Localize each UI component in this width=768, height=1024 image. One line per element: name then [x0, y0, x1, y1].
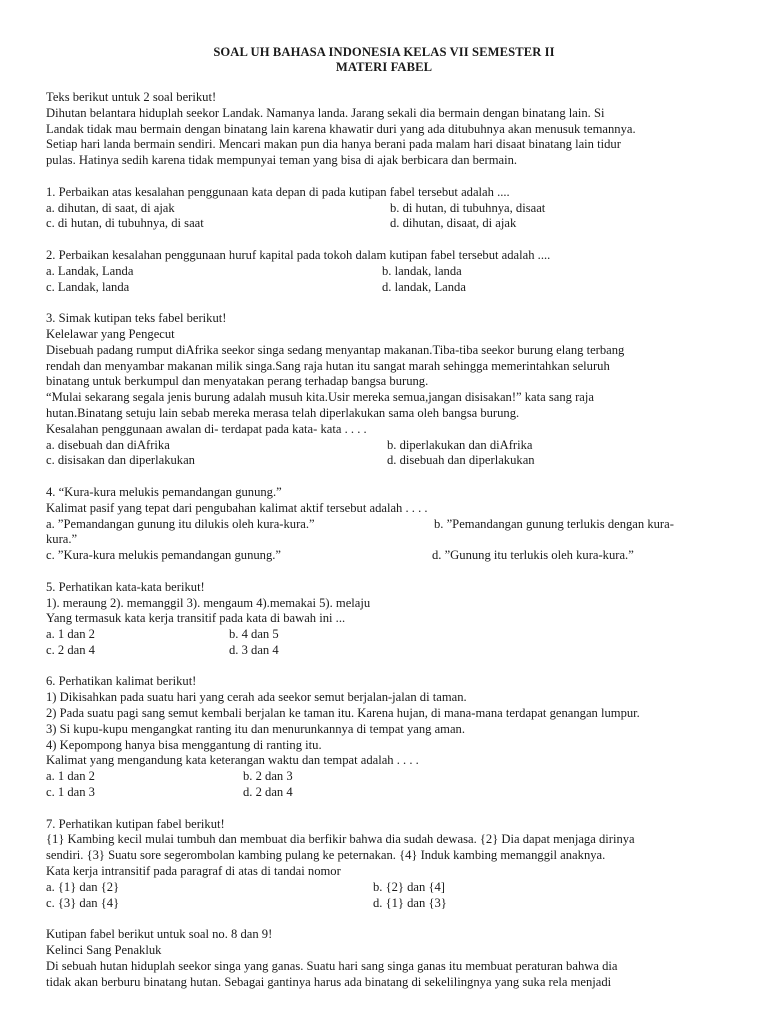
question-text: 5. Perhatikan kata-kata berikut!: [46, 579, 205, 594]
option-a: a. disebuah dan diAfrika: [46, 437, 170, 452]
option-c: c. Landak, landa: [46, 279, 130, 294]
text-line: {1} Kambing kecil mulai tumbuh dan membuat dia berfikir bahwa dia sudah dewasa. {2} Dia dapat menjaga dirinya: [46, 832, 635, 847]
question-8-9-passage: [46, 927, 746, 990]
question-text: Kutipan fabel berikut untuk soal no. 8 dan 9!: [46, 927, 273, 942]
option-b: b. landak, landa: [382, 263, 462, 278]
question-2: [46, 248, 746, 295]
option-d: d. {1} dan {3}: [373, 895, 447, 910]
question-6: [46, 674, 746, 800]
question-text: 6. Perhatikan kalimat berikut!: [46, 674, 197, 689]
text-line: 1). meraung 2). memanggil 3). mengaum 4).memakai 5). melaju: [46, 595, 371, 610]
question-text: 7. Perhatikan kutipan fabel berikut!: [46, 816, 225, 831]
option-a: a. ”Pemandangan gunung itu dilukis oleh kura-kura.”: [46, 516, 315, 531]
option-c: c. ”Kura-kura melukis pemandangan gunung.”: [46, 548, 282, 563]
text-line: 1) Dikisahkan pada suatu hari yang cerah ada seekor semut berjalan-jalan di taman.: [46, 690, 467, 705]
option-d: d. 2 dan 4: [243, 785, 293, 800]
text-line: binatang untuk berkumpul dan menyatakan perang terhadap bangsa burung.: [46, 374, 429, 389]
option-b: b. {2} dan {4]: [373, 879, 445, 894]
question-1: [46, 185, 746, 232]
question-text: 4. “Kura-kura melukis pemandangan gunung.”: [46, 484, 282, 499]
question-text: 2. Perbaikan kesalahan penggunaan huruf kapital pada tokoh dalam kutipan fabel tersebut adalah ....: [46, 247, 551, 262]
option-a: a. Landak, Landa: [46, 263, 134, 278]
text-line: tidak akan berburu binatang hutan. Sebagai gantinya harus ada binatang di sekelilingnya yang suka rela menjadi: [46, 974, 612, 989]
question-4: [46, 485, 746, 564]
option-a: a. dihutan, di saat, di ajak: [46, 200, 175, 215]
text-line: Disebuah padang rumput diAfrika seekor singa sedang menyantap makanan.Tiba-tiba seekor burung elang terbang: [46, 342, 625, 357]
question-5: [46, 580, 746, 659]
document-body: [46, 90, 746, 990]
option-a: a. 1 dan 2: [46, 769, 95, 784]
text-line: Di sebuah hutan hiduplah seekor singa yang ganas. Suatu hari sang singa ganas itu membuat peraturan bahwa dia: [46, 958, 618, 973]
option-c: c. {3} dan {4}: [46, 895, 120, 910]
option-b: b. 4 dan 5: [229, 627, 279, 642]
question-prompt: Kalimat pasif yang tepat dari pengubahan kalimat aktif tersebut adalah . . . .: [46, 500, 428, 515]
text-line: pulas. Hatinya sedih karena tidak mempunyai teman yang bisa di ajak berbicara dan bermain.: [46, 153, 518, 168]
option-a: a. 1 dan 2: [46, 627, 95, 642]
text-line: Landak tidak mau bermain dengan binatang lain karena khawatir duri yang ada ditubuhnya akan menusuk temannya.: [46, 121, 636, 136]
question-prompt: Yang termasuk kata kerja transitif pada kata di bawah ini ...: [46, 611, 346, 626]
document-title: SOAL UH BAHASA INDONESIA KELAS VII SEMESTER II: [213, 45, 555, 59]
question-prompt: Kata kerja intransitif pada paragraf di atas di tandai nomor: [46, 864, 341, 879]
question-prompt: Kesalahan penggunaan awalan di- terdapat pada kata- kata . . . .: [46, 421, 367, 436]
question-text: 1. Perbaikan atas kesalahan penggunaan kata depan di pada kutipan fabel tersebut adalah ....: [46, 184, 510, 199]
option-b: b. diperlakukan dan diAfrika: [387, 437, 533, 452]
text-line: “Mulai sekarang segala jenis burung adalah musuh kita.Usir mereka semua,jangan disisakan!” kata sang raja: [46, 390, 594, 405]
text-line: 3) Si kupu-kupu mengangkat ranting itu dan menurunkannya di tempat yang aman.: [46, 721, 465, 736]
text-line: 4) Kepompong hanya bisa menggantung di ranting itu.: [46, 737, 322, 752]
text-line: Setiap hari landa bermain sendiri. Mencari makan pun dia hanya berani pada malam hari disaat binatang lain tidur: [46, 137, 621, 152]
option-b: b. ”Pemandangan gunung terlukis dengan kura-: [434, 516, 674, 531]
text-line: sendiri. {3} Suatu sore segerombolan kambing pulang ke peternakan. {4} Induk kambing memanggil anaknya.: [46, 848, 606, 863]
option-d: d. landak, Landa: [382, 279, 466, 294]
option-d: d. dihutan, disaat, di ajak: [390, 216, 517, 231]
question-text: 3. Simak kutipan teks fabel berikut!: [46, 311, 227, 326]
passage-title: Kelelawar yang Pengecut: [46, 326, 175, 341]
option-c: c. disisakan dan diperlakukan: [46, 453, 195, 468]
option-b-continuation: kura.”: [46, 532, 78, 547]
question-3: [46, 311, 746, 469]
option-c: c. 2 dan 4: [46, 642, 95, 657]
text-line: hutan.Binatang setuju lain sebab mereka merasa telah diperlakukan sama oleh bangsa burung.: [46, 405, 520, 420]
option-b: b. di hutan, di tubuhnya, disaat: [390, 200, 546, 215]
option-d: d. ”Gunung itu terlukis oleh kura-kura.”: [432, 548, 634, 563]
option-d: d. disebuah dan diperlakukan: [387, 453, 535, 468]
text-line: rendah dan menyambar makanan milik singa.Sang raja hutan itu sangat marah sehingga memerintahkan seluruh: [46, 358, 610, 373]
passage-title: Kelinci Sang Penakluk: [46, 943, 162, 958]
option-a: a. {1} dan {2}: [46, 879, 120, 894]
option-c: c. 1 dan 3: [46, 785, 95, 800]
text-line: Teks berikut untuk 2 soal berikut!: [46, 90, 217, 104]
question-7: [46, 817, 746, 912]
text-line: 2) Pada suatu pagi sang semut kembali berjalan ke taman itu. Karena hujan, di mana-mana terdapat genangan lumpur.: [46, 706, 640, 721]
intro-passage: [46, 90, 746, 169]
question-prompt: Kalimat yang mengandung kata keterangan waktu dan tempat adalah . . . .: [46, 753, 419, 768]
document-subtitle: MATERI FABEL: [335, 60, 433, 74]
option-c: c. di hutan, di tubuhnya, di saat: [46, 216, 204, 231]
text-line: Dihutan belantara hiduplah seekor Landak. Namanya landa. Jarang sekali dia bermain dengan binatang lain. Si: [46, 105, 605, 120]
option-b: b. 2 dan 3: [243, 769, 293, 784]
option-d: d. 3 dan 4: [229, 642, 279, 657]
